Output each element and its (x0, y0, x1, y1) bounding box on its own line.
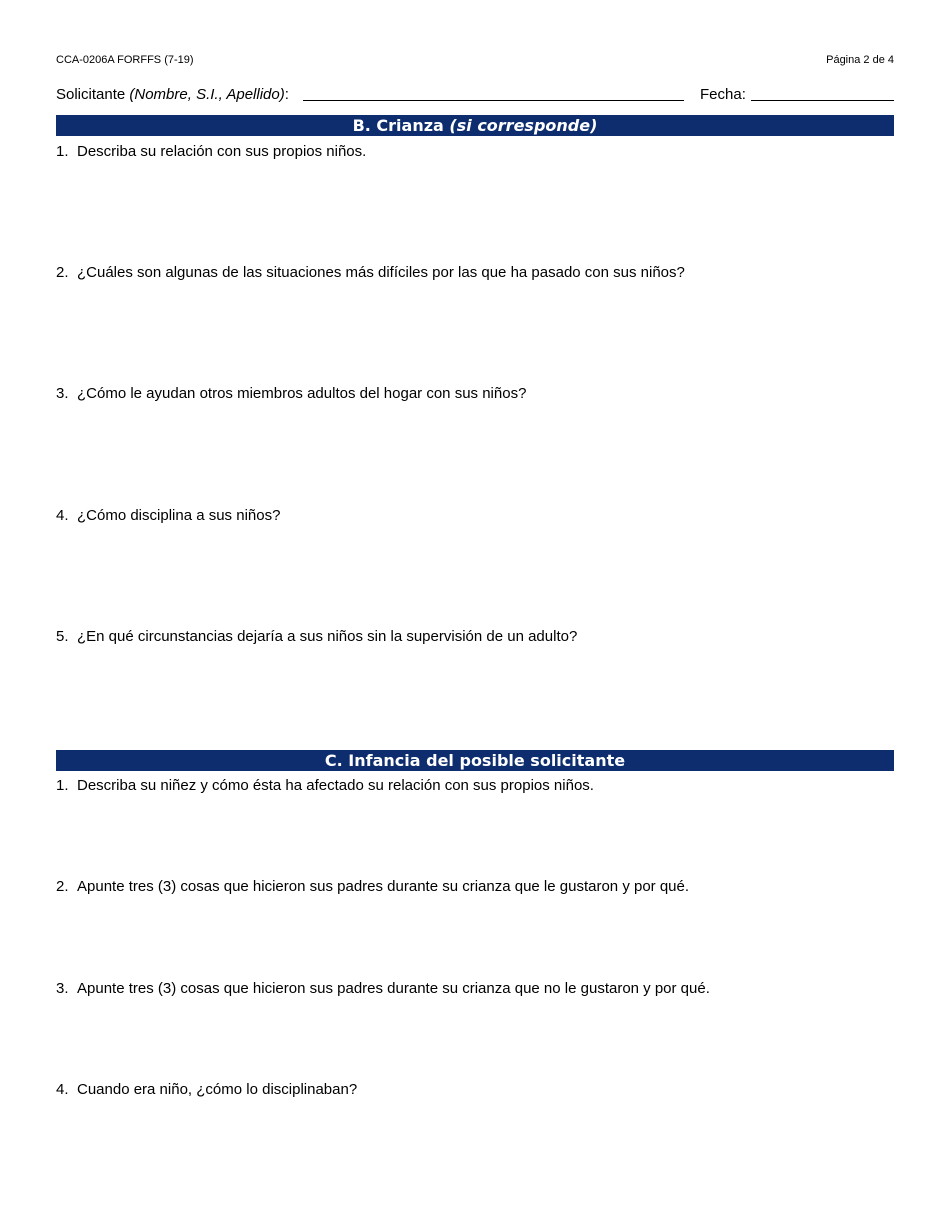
question-number: 3. (56, 980, 69, 997)
section-b-question-2 (56, 264, 685, 281)
form-id: CCA-0206A FORFFS (7-19) (56, 54, 194, 66)
question-number: 4. (56, 1081, 69, 1098)
applicant-name-field[interactable] (303, 100, 684, 101)
section-b-title: B. Crianza (352, 116, 444, 135)
applicant-label-text: Solicitante (56, 86, 126, 103)
question-number: 1. (56, 143, 69, 160)
section-b-question-1 (56, 143, 366, 160)
question-number: 2. (56, 264, 69, 281)
question-text: ¿Cuáles son algunas de las situaciones más difíciles por las que ha pasado con sus niños? (77, 264, 685, 281)
section-c-header (56, 750, 894, 771)
section-c-question-4 (56, 1081, 357, 1098)
question-text: ¿En qué circunstancias dejaría a sus niños sin la supervisión de un adulto? (77, 628, 578, 645)
question-text: Describa su niñez y cómo ésta ha afectado su relación con sus propios niños. (77, 777, 594, 794)
date-label: Fecha: (700, 86, 746, 103)
question-text: Apunte tres (3) cosas que hicieron sus padres durante su crianza que le gustaron y por qué. (77, 878, 690, 895)
section-c-question-1 (56, 777, 594, 794)
question-text: Describa su relación con sus propios niños. (77, 143, 367, 160)
applicant-label-hint: (Nombre, S.I., Apellido) (129, 86, 285, 103)
page-number: Página 2 de 4 (826, 54, 894, 66)
section-b-question-4 (56, 507, 280, 524)
section-b-title-hint: (si corresponde) (449, 116, 598, 135)
question-text: Cuando era niño, ¿cómo lo disciplinaban? (77, 1081, 358, 1098)
section-b-question-5 (56, 628, 577, 645)
section-c-question-2 (56, 878, 689, 895)
applicant-label-colon: : (284, 86, 289, 103)
section-c-title: C. Infancia del posible solicitante (324, 751, 626, 770)
question-number: 2. (56, 878, 69, 895)
question-number: 3. (56, 385, 69, 402)
applicant-row (56, 86, 894, 104)
applicant-label (56, 86, 289, 103)
date-field[interactable] (751, 100, 894, 101)
section-b-header (56, 115, 894, 136)
question-number: 5. (56, 628, 69, 645)
question-number: 4. (56, 507, 69, 524)
question-text: ¿Cómo le ayudan otros miembros adultos del hogar con sus niños? (77, 385, 527, 402)
question-number: 1. (56, 777, 69, 794)
question-text: ¿Cómo disciplina a sus niños? (77, 507, 281, 524)
section-c-question-3 (56, 980, 710, 997)
section-b-question-3 (56, 385, 526, 402)
question-text: Apunte tres (3) cosas que hicieron sus padres durante su crianza que no le gustaron y por qué. (77, 980, 710, 997)
